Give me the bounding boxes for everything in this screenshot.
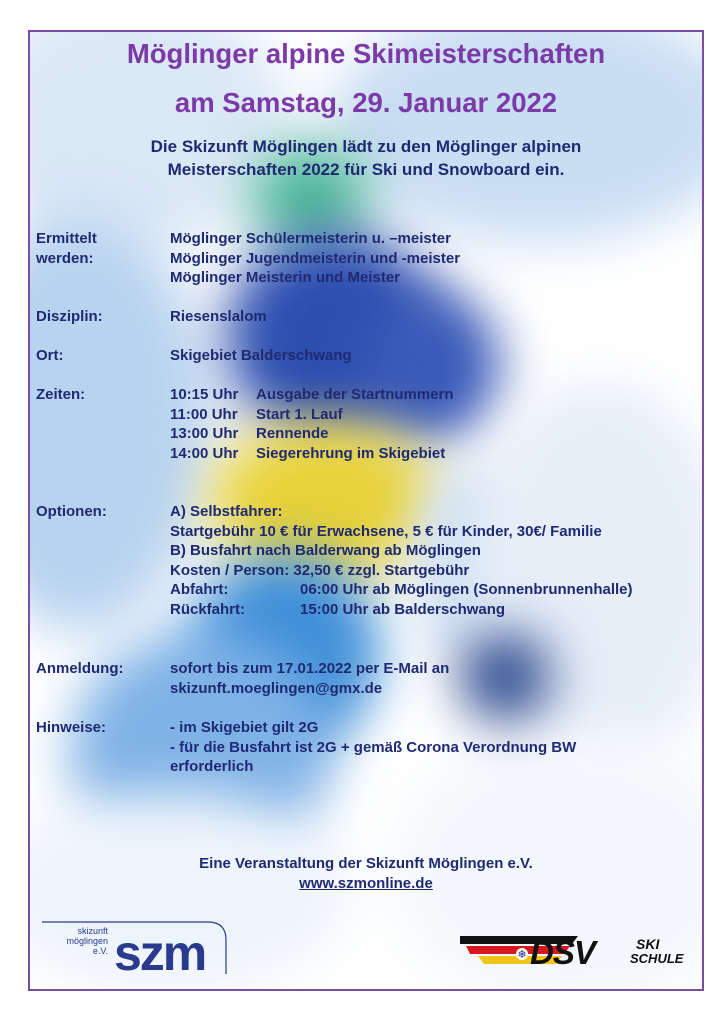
rueckfahrt-value: 15:00 Uhr ab Balderschwang (300, 600, 506, 618)
footer (30, 854, 702, 894)
label-zeiten: Zeiten: (36, 386, 86, 403)
footer-website-link[interactable]: www.szmonline.de (299, 875, 433, 892)
snowflake-icon (516, 948, 528, 961)
szm-logo (40, 920, 230, 976)
dsv-ski-text: SKI (636, 936, 660, 952)
szm-small-text-3: e.V. (92, 946, 108, 956)
zeiten-time-1: 10:15 Uhr (170, 386, 239, 403)
zeiten-row-4 (170, 444, 696, 464)
optionen-line-1: A) Selbstfahrer: (170, 503, 283, 520)
zeiten-time-2: 11:00 Uhr (170, 405, 238, 423)
optionen-line-3: B) Busfahrt nach Balderwang ab Möglingen (170, 542, 481, 559)
abfahrt-value: 06:00 Uhr ab Möglingen (Sonnenbrunnenhalle) (300, 581, 633, 598)
szm-mark: szm (114, 925, 206, 976)
zeiten-row-2 (170, 405, 696, 425)
dsv-skischule-logo (460, 932, 696, 970)
szm-small-text-2: möglingen (66, 936, 108, 946)
title-line-1: Möglinger alpine Skimeisterschaften (126, 38, 606, 69)
label-optionen: Optionen: (36, 503, 107, 520)
abfahrt-row (170, 580, 696, 600)
rueckfahrt-row (170, 600, 696, 620)
intro-line-1: Die Skizunft Möglingen lädt zu den Möglinger alpinen (150, 137, 582, 156)
rueckfahrt-label: Rückfahrt: (170, 600, 246, 618)
hinweise-line-2: - für die Busfahrt ist 2G + gemäß Corona Verordnung BW (170, 738, 577, 756)
zeiten-text-2: Start 1. Lauf (256, 405, 343, 423)
zeiten-text-1: Ausgabe der Startnummern (256, 386, 454, 403)
abfahrt-label: Abfahrt: (170, 581, 229, 598)
label-ermittelt-1: Ermittelt (36, 230, 97, 247)
ermittelt-line-3: Möglinger Meisterin und Meister (170, 269, 401, 286)
optionen-line-4: Kosten / Person: 32,50 € zzgl. Startgebühr (170, 561, 470, 579)
zeiten-time-4: 14:00 Uhr (170, 444, 239, 462)
intro-line-2: Meisterschaften 2022 für Ski und Snowboard ein. (167, 160, 565, 179)
footer-organizer: Eine Veranstaltung der Skizunft Möglingen e.V. (199, 855, 533, 872)
label-hinweise: Hinweise: (36, 719, 107, 736)
hinweise-line-3: erforderlich (170, 758, 254, 775)
poster-frame (28, 30, 704, 991)
zeiten-text-3: Rennende (256, 425, 329, 442)
zeiten-row-1 (170, 385, 696, 405)
zeiten-text-4: Siegerehrung im Skigebiet (256, 444, 446, 462)
dsv-schule-text: SCHULE (630, 951, 684, 966)
zeiten-time-3: 13:00 Uhr (170, 425, 239, 442)
label-anmeldung: Anmeldung: (36, 660, 124, 677)
svg-text:❄: ❄ (517, 948, 527, 961)
label-ermittelt-2: werden: (36, 249, 94, 267)
ermittelt-line-2: Möglinger Jugendmeisterin und -meister (170, 249, 461, 267)
ort-value: Skigebiet Balderschwang (170, 347, 352, 364)
anmeldung-email[interactable]: skizunft.moeglingen@gmx.de (170, 679, 383, 697)
hinweise-line-1: - im Skigebiet gilt 2G (170, 719, 319, 736)
anmeldung-line-1: sofort bis zum 17.01.2022 per E-Mail an (170, 660, 450, 677)
szm-small-text-1: skizunft (77, 926, 108, 936)
label-ort: Ort: (36, 347, 64, 364)
optionen-line-2: Startgebühr 10 € für Erwachsene, 5 € für Kinder, 30€/ Familie (170, 522, 602, 540)
title-line-2: am Samstag, 29. Januar 2022 (174, 87, 558, 118)
disziplin-value: Riesenslalom (170, 308, 267, 325)
label-disziplin: Disziplin: (36, 308, 103, 325)
dsv-mark: DSV (530, 934, 595, 970)
zeiten-row-3 (170, 424, 696, 444)
ermittelt-line-1: Möglinger Schülermeisterin u. –meister (170, 230, 451, 247)
